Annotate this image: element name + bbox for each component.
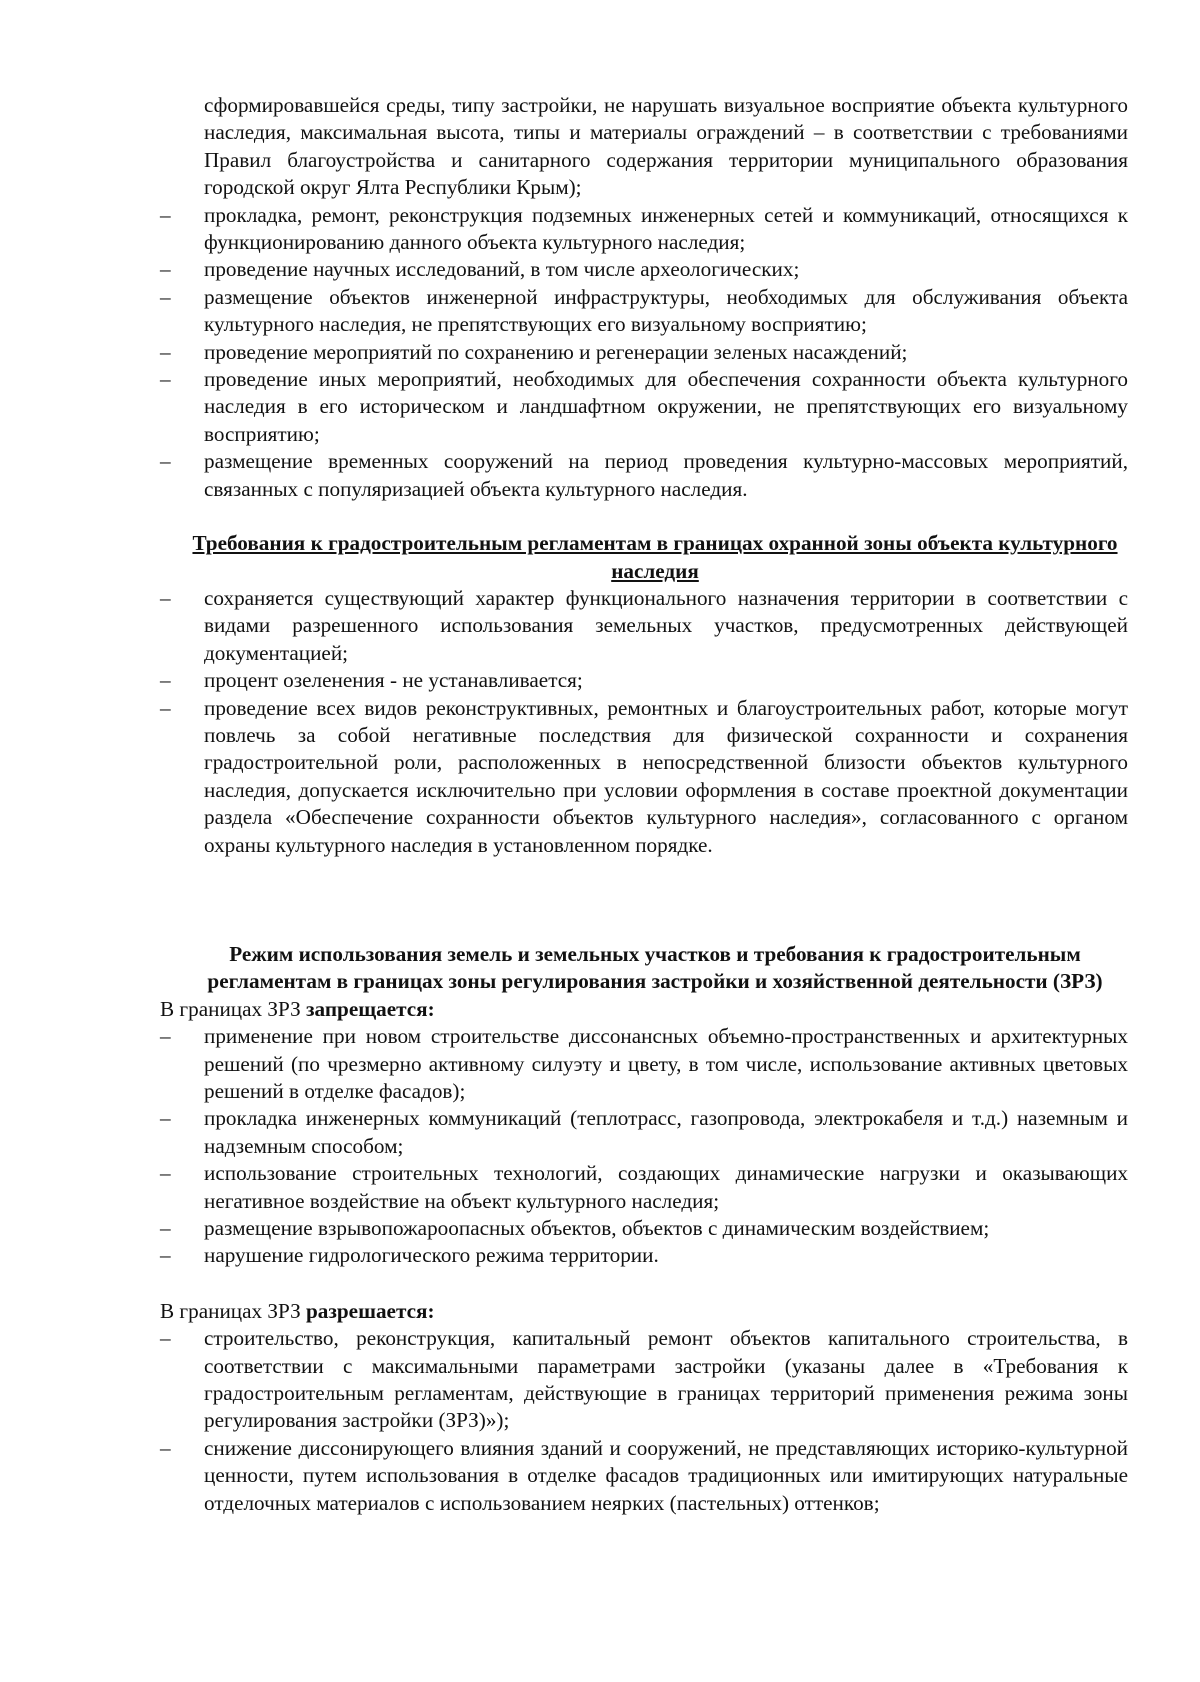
zrz-allowed-lead: [160, 1298, 1128, 1325]
list-item: – сохраняется существующий характер функционального назначения территории в соответствии с видами разрешенного использования земельных участков, предусмотренных действующей документацией;: [160, 585, 1128, 667]
list-item: – проведение мероприятий по сохранению и регенерации зеленых насаждений;: [160, 339, 1128, 366]
list-item: – строительство, реконструкция, капитальный ремонт объектов капитального строительства, в соответствии с максимальными параметрами застройки (указаны далее в «Требования к градостроительным регламентам, действующие в границах территорий применения режима зоны регулирования застройки (ЗРЗ)»);: [160, 1325, 1128, 1435]
list-item: – проведение научных исследований, в том числе археологических;: [160, 256, 1128, 283]
list-item: – прокладка инженерных коммуникаций (теплотрасс, газопровода, электрокабеля и т.д.) наземным и надземным способом;: [160, 1105, 1128, 1160]
zrz-prohibited-word: запрещается:: [306, 996, 435, 1021]
list-item: – применение при новом строительстве диссонансных объемно-пространственных и архитектурных решений (по чрезмерно активному силуэту и цвету, в том числе, использование активных цветовых решений в отделке фасадов);: [160, 1023, 1128, 1105]
list-item: – использование строительных технологий, создающих динамические нагрузки и оказывающих негативное воздействие на объект культурного наследия;: [160, 1160, 1128, 1215]
list-item: – размещение взрывопожароопасных объектов, объектов с динамическим воздействием;: [160, 1215, 1128, 1242]
list-item: – размещение временных сооружений на период проведения культурно-массовых мероприятий, связанных с популяризацией объекта культурного наследия.: [160, 448, 1128, 503]
allowed-list-1: [160, 202, 1128, 503]
list-item: – проведение всех видов реконструктивных, ремонтных и благоустроительных работ, которые могут повлечь за собой негативные последствия для физической сохранности и сохранения градостроительной роли, расположенных в непосредственной близости объектов культурного наследия, допускается исключительно при условии оформления в составе проектной документации раздела «Обеспечение сохранности объектов культурного наследия», согласованного с органом охраны культурного наследия в установленном порядке.: [160, 695, 1128, 859]
protected-zone-heading: Требования к градостроительным регламентам в границах охранной зоны объекта культурного наследия: [192, 531, 1118, 583]
zrz-prohibited-lead: [160, 996, 1128, 1023]
zrz-allowed-prefix: В границах ЗРЗ: [160, 1298, 306, 1323]
list-item: – прокладка, ремонт, реконструкция подземных инженерных сетей и коммуникаций, относящихся к функционированию данного объекта культурного наследия;: [160, 202, 1128, 257]
zrz-prohibited-prefix: В границах ЗРЗ: [160, 996, 306, 1021]
zrz-prohibited-list: [160, 1023, 1128, 1270]
spacer: [160, 503, 1128, 530]
list-item: – размещение объектов инженерной инфраструктуры, необходимых для обслуживания объекта культурного наследия, не препятствующих его визуальному восприятию;: [160, 284, 1128, 339]
intro-continuation: сформировавшейся среды, типу застройки, не нарушать визуальное восприятие объекта культурного наследия, максимальная высота, типы и материалы ограждений – в соответствии с требованиями Правил благоустройства и санитарного содержания территории муниципального образования городской округ Ялта Республики Крым);: [204, 93, 1128, 200]
list-item: – проведение иных мероприятий, необходимых для обеспечения сохранности объекта культурного наследия в его историческом и ландшафтном окружении, не препятствующих его визуальному восприятию;: [160, 366, 1128, 448]
zrz-allowed-word: разрешается:: [306, 1298, 435, 1323]
list-item: – нарушение гидрологического режима территории.: [160, 1242, 1128, 1269]
list-item: – снижение диссонирующего влияния зданий и сооружений, не представляющих историко-культурной ценности, путем использования в отделке фасадов традиционных или имитирующих натуральные отделочных материалов с использованием неярких (пастельных) оттенков;: [160, 1435, 1128, 1517]
spacer: [160, 859, 1128, 941]
protected-zone-list: [160, 585, 1128, 859]
spacer: [160, 1270, 1128, 1298]
zrz-heading: Режим использования земель и земельных участков и требования к градостроительным регламентам в границах зоны регулирования застройки и хозяйственной деятельности (ЗРЗ): [207, 941, 1103, 994]
zrz-allowed-list: [160, 1325, 1128, 1517]
list-item: – процент озеленения - не устанавливается;: [160, 667, 1128, 694]
